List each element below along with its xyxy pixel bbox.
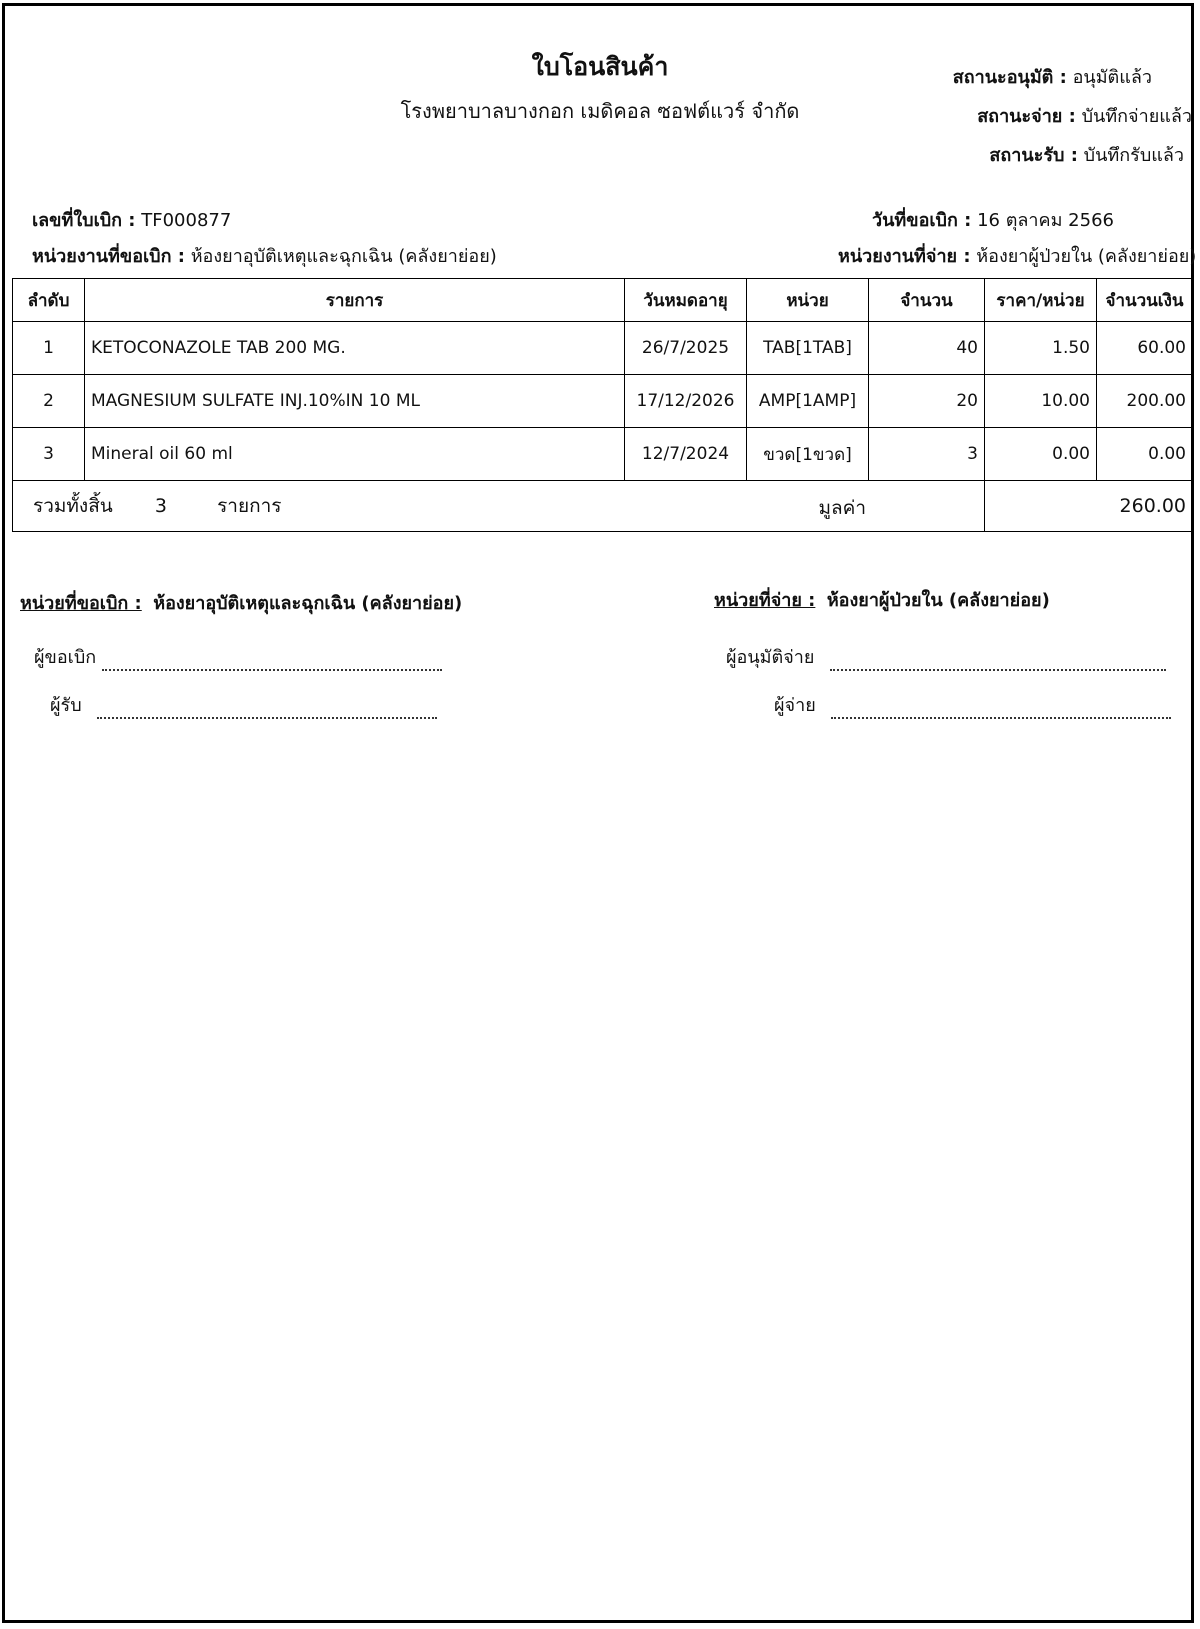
requester-dotted-line [102, 655, 442, 671]
dispensing-unit-value: ห้องยาผู้ป่วยใน (คลังยาย่อย) [976, 246, 1197, 267]
row-price: 10.00 [985, 375, 1097, 428]
col-header-no: ลำดับ [13, 279, 85, 322]
total-count-unit: รายการ [217, 495, 282, 517]
row-qty: 20 [869, 375, 985, 428]
approve-status [953, 62, 1152, 91]
dispense-status-value: บันทึกจ่ายแล้ว [1081, 106, 1192, 127]
row-expiry: 26/7/2025 [625, 322, 747, 375]
approver-dotted-line [830, 655, 1166, 671]
requisition-date-value: 16 ตุลาคม 2566 [977, 210, 1114, 231]
table-row [13, 428, 1193, 481]
approve-status-label: สถานะอนุมัติ : [952, 67, 1067, 88]
sign-requesting-unit [20, 588, 462, 617]
row-unit: TAB[1TAB] [747, 322, 869, 375]
receiver-dotted-line [97, 703, 437, 719]
value-label: มูลค่า [818, 497, 866, 519]
row-expiry: 12/7/2024 [625, 428, 747, 481]
requesting-unit-label: หน่วยงานที่ขอเบิก : [32, 246, 185, 267]
table-row [13, 322, 1193, 375]
row-amount: 0.00 [1097, 428, 1193, 481]
row-price: 1.50 [985, 322, 1097, 375]
receiver-signature-line [50, 690, 437, 719]
total-summary [13, 481, 985, 532]
sign-dispensing-unit-label: หน่วยที่จ่าย : [714, 590, 816, 611]
col-header-expiry: วันหมดอายุ [625, 279, 747, 322]
requisition-number [32, 205, 231, 234]
table-header-row [13, 279, 1193, 322]
requisition-number-value: TF000877 [141, 210, 232, 231]
row-item: KETOCONAZOLE TAB 200 MG. [85, 322, 625, 375]
total-value: 260.00 [985, 481, 1193, 532]
row-amount: 200.00 [1097, 375, 1193, 428]
approver-label: ผู้อนุมัติจ่าย [726, 647, 815, 668]
dispenser-dotted-line [831, 703, 1171, 719]
col-header-amount: จำนวนเงิน [1097, 279, 1193, 322]
row-no: 1 [13, 322, 85, 375]
col-header-item: รายการ [85, 279, 625, 322]
col-header-qty: จำนวน [869, 279, 985, 322]
requester-label: ผู้ขอเบิก [34, 647, 97, 668]
row-item: Mineral oil 60 ml [85, 428, 625, 481]
sign-dispensing-unit-value: ห้องยาผู้ป่วยใน (คลังยาย่อย) [826, 590, 1050, 611]
row-no: 3 [13, 428, 85, 481]
row-amount: 60.00 [1097, 322, 1193, 375]
requesting-unit [32, 241, 497, 270]
dispenser-signature-line [774, 690, 1171, 719]
row-unit: AMP[1AMP] [747, 375, 869, 428]
requisition-date [872, 205, 1114, 234]
row-qty: 3 [869, 428, 985, 481]
requisition-number-label: เลขที่ใบเบิก : [32, 210, 136, 231]
approver-signature-line [726, 642, 1166, 671]
sign-requesting-unit-label: หน่วยที่ขอเบิก : [20, 593, 142, 614]
col-header-price: ราคา/หน่วย [985, 279, 1097, 322]
requisition-date-label: วันที่ขอเบิก : [872, 210, 972, 231]
row-expiry: 17/12/2026 [625, 375, 747, 428]
row-no: 2 [13, 375, 85, 428]
receive-status-value: บันทึกรับแล้ว [1083, 145, 1184, 166]
receive-status [989, 140, 1184, 169]
col-header-unit: หน่วย [747, 279, 869, 322]
sign-dispensing-unit [714, 585, 1050, 614]
receiver-label: ผู้รับ [50, 695, 82, 716]
requester-signature-line [34, 642, 442, 671]
approve-status-value: อนุมัติแล้ว [1072, 67, 1152, 88]
dispensing-unit-label: หน่วยงานที่จ่าย : [838, 246, 971, 267]
receive-status-label: สถานะรับ : [989, 145, 1078, 166]
row-unit: ขวด[1ขวด] [747, 428, 869, 481]
requesting-unit-value: ห้องยาอุบัติเหตุและฉุกเฉิน (คลังยาย่อย) [190, 246, 497, 267]
dispenser-label: ผู้จ่าย [774, 695, 816, 716]
total-count: 3 [154, 495, 167, 517]
row-qty: 40 [869, 322, 985, 375]
dispense-status-label: สถานะจ่าย : [977, 106, 1076, 127]
document-title: ใบโอนสินค้า [531, 52, 669, 81]
table-total-row [13, 481, 1193, 532]
sign-requesting-unit-value: ห้องยาอุบัติเหตุและฉุกเฉิน (คลังยาย่อย) [153, 593, 463, 614]
dispense-status [977, 101, 1192, 130]
dispensing-unit [838, 241, 1196, 270]
row-item: MAGNESIUM SULFATE INJ.10%IN 10 ML [85, 375, 625, 428]
items-table [12, 278, 1193, 532]
row-price: 0.00 [985, 428, 1097, 481]
total-label: รวมทั้งสิ้น [33, 495, 113, 517]
table-row [13, 375, 1193, 428]
company-name: โรงพยาบาลบางกอก เมดิคอล ซอฟต์แวร์ จำกัด [400, 99, 800, 123]
